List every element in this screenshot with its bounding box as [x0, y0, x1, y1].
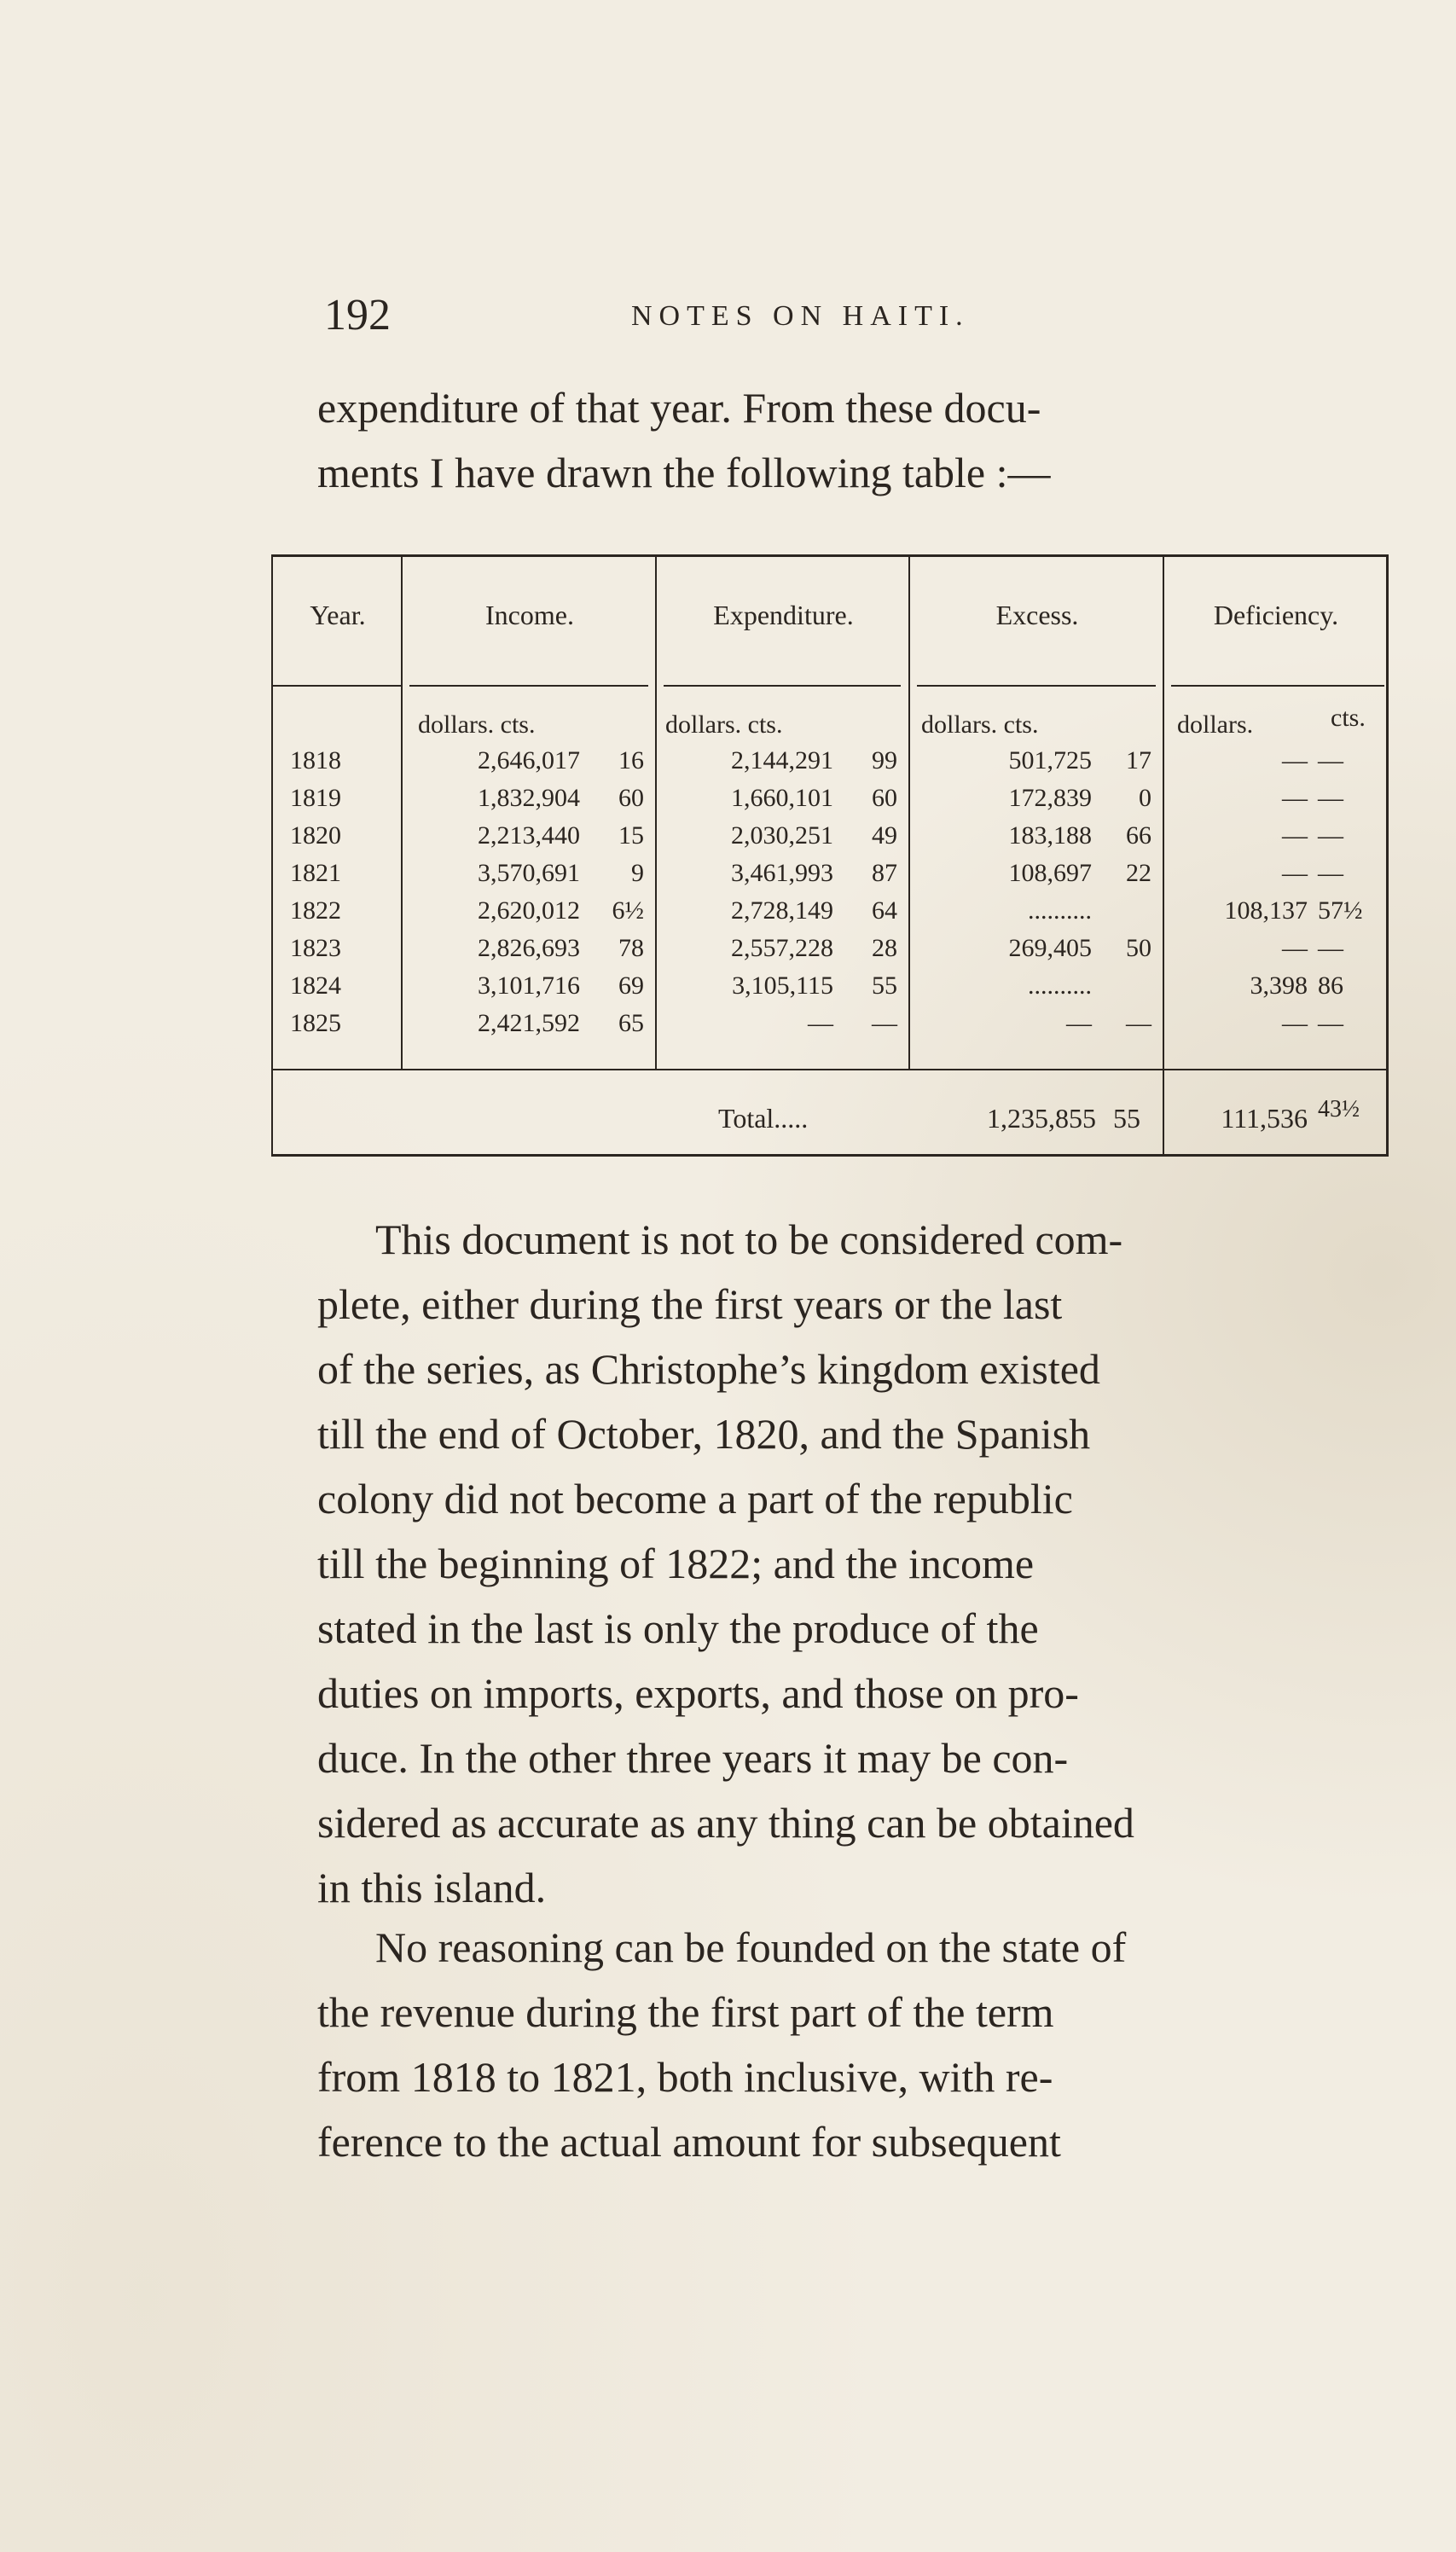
table-cell-exc-d: 108,697 [1008, 859, 1092, 887]
text-line: till the beginning of 1822; and the income [317, 1540, 1035, 1587]
header-rule [664, 685, 901, 687]
total-excess-dollars: 1,235,855 [987, 1103, 1096, 1134]
table-cell-def-d: 3,398 [1250, 972, 1308, 1000]
table-cell-inc-d: 2,620,012 [478, 896, 580, 925]
table-cell-exc-d: .......... [1028, 972, 1092, 1000]
table-cell-exc-d: 269,405 [1008, 934, 1092, 962]
text-line: No reasoning can be founded on the state of [375, 1923, 1127, 1971]
text-line: stated in the last is only the produce of the [317, 1604, 1039, 1652]
table-cell-year: 1825 [290, 1009, 341, 1037]
table-cell-exp-c: 64 [872, 896, 897, 925]
column-rule [655, 557, 657, 1069]
table-cell-year: 1823 [290, 934, 341, 962]
table-cell-inc-d: 3,101,716 [478, 972, 580, 1000]
table-cell-def-d: — [1282, 859, 1308, 887]
table-cell-def-d: — [1282, 784, 1308, 812]
intro-text [317, 375, 1366, 505]
table-cell-exc-d: 183,188 [1008, 821, 1092, 850]
table-cell-def-d: — [1282, 746, 1308, 774]
table-cell-def-c: — [1318, 821, 1343, 850]
header-rule [273, 685, 401, 687]
table-cell-exp-d: 2,144,291 [731, 746, 833, 774]
header-rule [1171, 685, 1384, 687]
total-deficiency-cents: 43½ [1318, 1096, 1360, 1122]
table-cell-year: 1819 [290, 784, 341, 812]
text-line: sidered as accurate as any thing can be obtained [317, 1799, 1134, 1847]
paragraph-1 [317, 1207, 1366, 1920]
total-label: Total..... [718, 1103, 809, 1134]
table-cell-def-c: 86 [1318, 972, 1343, 1000]
header-rule [917, 685, 1156, 687]
table-cell-inc-d: 2,646,017 [478, 746, 580, 774]
table-cell-inc-c: 16 [618, 746, 644, 774]
text-line: in this island. [317, 1864, 547, 1911]
table-cell-exc-c: 22 [1126, 859, 1151, 887]
table-cell-exp-c: 49 [872, 821, 897, 850]
column-header-expenditure: Expenditure. [713, 600, 854, 630]
text-line: the revenue during the first part of the term [317, 1988, 1054, 2036]
table-cell-def-c: — [1318, 746, 1343, 774]
column-header-income: Income. [485, 600, 574, 630]
table-cell-inc-d: 3,570,691 [478, 859, 580, 887]
page-number: 192 [324, 291, 391, 339]
table-cell-def-c: 57½ [1318, 896, 1363, 925]
column-rule [401, 557, 403, 1069]
text-line: plete, either during the first years or the last [317, 1280, 1063, 1328]
unit-label-expenditure: dollars. cts. [665, 710, 783, 739]
table-cell-inc-c: 6½ [612, 896, 644, 925]
unit-label-income: dollars. cts. [418, 710, 536, 739]
table-cell-year: 1818 [290, 746, 341, 774]
table-cell-def-c: — [1318, 859, 1343, 887]
table-cell-exc-c: 17 [1126, 746, 1151, 774]
header-rule [409, 685, 648, 687]
revenue-table [271, 554, 1389, 1157]
table-cell-exp-c: 87 [872, 859, 897, 887]
table-cell-exc-d: 172,839 [1008, 784, 1092, 812]
table-cell-def-d: — [1282, 1009, 1308, 1037]
text-line: till the end of October, 1820, and the Spanish [317, 1410, 1091, 1458]
table-cell-inc-d: 1,832,904 [478, 784, 580, 812]
unit-label-excess: dollars. cts. [921, 710, 1039, 739]
table-cell-exp-d: 3,461,993 [731, 859, 833, 887]
table-cell-def-d: — [1282, 934, 1308, 962]
table-cell-def-c: — [1318, 1009, 1343, 1037]
column-rule [908, 557, 910, 1069]
text-line: duce. In the other three years it may be con- [317, 1734, 1069, 1782]
text-line: ments I have drawn the following table :— [317, 449, 1051, 496]
table-cell-exp-c: 55 [872, 972, 897, 1000]
text-line: from 1818 to 1821, both inclusive, with re- [317, 2053, 1053, 2101]
table-cell-inc-c: 65 [618, 1009, 644, 1037]
column-header-deficiency: Deficiency. [1213, 600, 1339, 630]
table-cell-year: 1821 [290, 859, 341, 887]
table-cell-year: 1820 [290, 821, 341, 850]
table-cell-exp-c: 99 [872, 746, 897, 774]
table-cell-exc-c: 0 [1139, 784, 1151, 812]
table-cell-year: 1824 [290, 972, 341, 1000]
table-cell-inc-c: 9 [631, 859, 644, 887]
table-cell-exp-c: — [872, 1009, 897, 1037]
table-cell-year: 1822 [290, 896, 341, 925]
table-cell-exc-c: 50 [1126, 934, 1151, 962]
table-cell-exc-d: — [1066, 1009, 1092, 1037]
unit-label-deficiency-dollars: dollars. [1177, 710, 1254, 739]
paragraph-2 [317, 1915, 1366, 2174]
column-header-excess: Excess. [995, 600, 1079, 630]
table-cell-exc-c: — [1126, 1009, 1151, 1037]
text-line: colony did not become a part of the republic [317, 1475, 1073, 1522]
table-cell-def-c: — [1318, 784, 1343, 812]
total-rule [273, 1069, 1386, 1070]
column-rule [1163, 557, 1164, 1154]
text-line: expenditure of that year. From these docu- [317, 384, 1041, 432]
table-cell-inc-c: 60 [618, 784, 644, 812]
table-cell-inc-d: 2,213,440 [478, 821, 580, 850]
table-cell-inc-d: 2,826,693 [478, 934, 580, 962]
column-header-year: Year. [310, 600, 366, 630]
table-cell-inc-c: 69 [618, 972, 644, 1000]
text-line: of the series, as Christophe’s kingdom existed [317, 1345, 1100, 1393]
table-cell-exp-d: 1,660,101 [731, 784, 833, 812]
table-cell-def-d: — [1282, 821, 1308, 850]
table-cell-exc-d: .......... [1028, 896, 1092, 925]
table-cell-exp-d: 2,728,149 [731, 896, 833, 925]
text-line: This document is not to be considered com- [375, 1215, 1123, 1263]
total-deficiency-dollars: 111,536 [1221, 1103, 1308, 1134]
table-cell-inc-c: 15 [618, 821, 644, 850]
table-cell-exp-d: 2,557,228 [731, 934, 833, 962]
table-cell-def-c: — [1318, 934, 1343, 962]
table-cell-inc-c: 78 [618, 934, 644, 962]
table-cell-exp-d: — [808, 1009, 833, 1037]
table-cell-exc-c: 66 [1126, 821, 1151, 850]
table-cell-exp-c: 28 [872, 934, 897, 962]
table-cell-exp-c: 60 [872, 784, 897, 812]
table-cell-exp-d: 2,030,251 [731, 821, 833, 850]
table-cell-exc-d: 501,725 [1008, 746, 1092, 774]
running-title: NOTES ON HAITI. [631, 300, 970, 332]
unit-label-deficiency-cents: cts. [1331, 704, 1366, 732]
table-cell-def-d: 108,137 [1224, 896, 1308, 925]
running-head [324, 290, 1382, 350]
table-cell-inc-d: 2,421,592 [478, 1009, 580, 1037]
text-line: ference to the actual amount for subsequent [317, 2118, 1061, 2166]
text-line: duties on imports, exports, and those on pro- [317, 1669, 1079, 1717]
total-excess-cents: 55 [1113, 1103, 1140, 1134]
table-cell-exp-d: 3,105,115 [732, 972, 833, 1000]
